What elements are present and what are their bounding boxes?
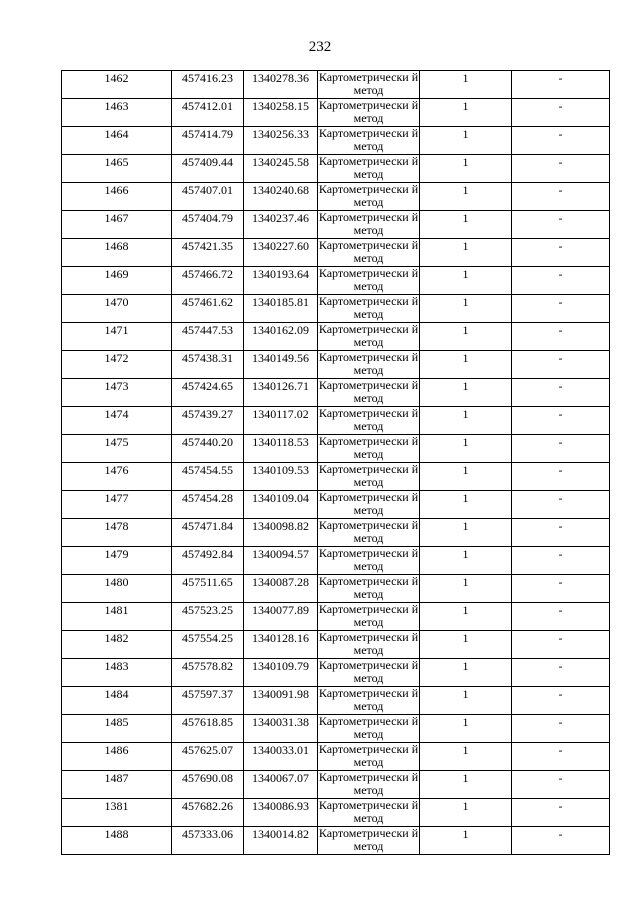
method-cell: Картометрически й метод	[318, 798, 419, 825]
y-coordinate-cell: 1340258.15	[244, 99, 318, 127]
x-coordinate-cell: 457471.84	[172, 519, 244, 547]
y-coordinate-cell: 1340117.02	[244, 407, 318, 435]
y-coordinate-cell: 1340109.04	[244, 491, 318, 519]
note-cell: -	[512, 519, 610, 547]
method-cell: Картометрически й метод	[318, 770, 419, 797]
point-id-cell: 1471	[62, 323, 172, 351]
accuracy-cell: 1	[420, 715, 512, 743]
table-row	[62, 575, 610, 603]
y-coordinate-cell: 1340077.89	[244, 603, 318, 631]
method-cell: Картометрически й метод	[318, 602, 419, 629]
method-cell: Картометрически й метод	[318, 266, 419, 293]
accuracy-cell: 1	[420, 659, 512, 687]
x-coordinate-cell: 457492.84	[172, 547, 244, 575]
x-coordinate-cell: 457414.79	[172, 127, 244, 155]
note-cell: -	[512, 295, 610, 323]
y-coordinate-cell: 1340256.33	[244, 127, 318, 155]
table-row	[62, 799, 610, 827]
point-id-cell: 1463	[62, 99, 172, 127]
y-coordinate-cell: 1340245.58	[244, 155, 318, 183]
y-coordinate-cell: 1340240.68	[244, 183, 318, 211]
table-row	[62, 435, 610, 463]
point-id-cell: 1464	[62, 127, 172, 155]
table-row	[62, 631, 610, 659]
method-cell: Картометрически й метод	[318, 126, 419, 153]
x-coordinate-cell: 457440.20	[172, 435, 244, 463]
table-row	[62, 239, 610, 267]
x-coordinate-cell: 457454.28	[172, 491, 244, 519]
table-row	[62, 379, 610, 407]
accuracy-cell: 1	[420, 771, 512, 799]
y-coordinate-cell: 1340149.56	[244, 351, 318, 379]
y-coordinate-cell: 1340118.53	[244, 435, 318, 463]
note-cell: -	[512, 435, 610, 463]
accuracy-cell: 1	[420, 799, 512, 827]
page-number: 232	[308, 39, 332, 55]
method-cell: Картометрически й метод	[318, 630, 419, 657]
note-cell: -	[512, 183, 610, 211]
y-coordinate-cell: 1340033.01	[244, 743, 318, 771]
method-cell: Картометрически й метод	[318, 238, 419, 265]
point-id-cell: 1485	[62, 715, 172, 743]
point-id-cell: 1481	[62, 603, 172, 631]
method-cell: Картометрически й метод	[318, 350, 419, 377]
y-coordinate-cell: 1340185.81	[244, 295, 318, 323]
y-coordinate-cell: 1340278.36	[244, 71, 318, 99]
note-cell: -	[512, 827, 610, 855]
table-row	[62, 295, 610, 323]
accuracy-cell: 1	[420, 127, 512, 155]
note-cell: -	[512, 407, 610, 435]
x-coordinate-cell: 457554.25	[172, 631, 244, 659]
accuracy-cell: 1	[420, 519, 512, 547]
point-id-cell: 1381	[62, 799, 172, 827]
x-coordinate-cell: 457404.79	[172, 211, 244, 239]
accuracy-cell: 1	[420, 547, 512, 575]
y-coordinate-cell: 1340067.07	[244, 771, 318, 799]
method-cell: Картометрически й метод	[318, 518, 419, 545]
x-coordinate-cell: 457439.27	[172, 407, 244, 435]
table-row	[62, 463, 610, 491]
table-row	[62, 127, 610, 155]
method-cell: Картометрически й метод	[318, 70, 419, 97]
point-id-cell: 1479	[62, 547, 172, 575]
x-coordinate-cell: 457597.37	[172, 687, 244, 715]
accuracy-cell: 1	[420, 323, 512, 351]
note-cell: -	[512, 491, 610, 519]
note-cell: -	[512, 211, 610, 239]
accuracy-cell: 1	[420, 239, 512, 267]
accuracy-cell: 1	[420, 407, 512, 435]
method-cell: Картометрически й метод	[318, 434, 419, 461]
method-cell: Картометрически й метод	[318, 322, 419, 349]
note-cell: -	[512, 463, 610, 491]
accuracy-cell: 1	[420, 491, 512, 519]
note-cell: -	[512, 771, 610, 799]
x-coordinate-cell: 457421.35	[172, 239, 244, 267]
note-cell: -	[512, 267, 610, 295]
method-cell: Картометрически й метод	[318, 294, 419, 321]
table-row	[62, 351, 610, 379]
x-coordinate-cell: 457447.53	[172, 323, 244, 351]
note-cell: -	[512, 379, 610, 407]
accuracy-cell: 1	[420, 295, 512, 323]
x-coordinate-cell: 457461.62	[172, 295, 244, 323]
table-row	[62, 687, 610, 715]
x-coordinate-cell: 457416.23	[172, 71, 244, 99]
table-row	[62, 603, 610, 631]
x-coordinate-cell: 457454.55	[172, 463, 244, 491]
method-cell: Картометрически й метод	[318, 406, 419, 433]
note-cell: -	[512, 127, 610, 155]
y-coordinate-cell: 1340128.16	[244, 631, 318, 659]
table-row	[62, 323, 610, 351]
y-coordinate-cell: 1340237.46	[244, 211, 318, 239]
y-coordinate-cell: 1340193.64	[244, 267, 318, 295]
y-coordinate-cell: 1340014.82	[244, 827, 318, 855]
point-id-cell: 1469	[62, 267, 172, 295]
note-cell: -	[512, 799, 610, 827]
accuracy-cell: 1	[420, 99, 512, 127]
y-coordinate-cell: 1340109.79	[244, 659, 318, 687]
note-cell: -	[512, 155, 610, 183]
method-cell: Картометрически й метод	[318, 658, 419, 685]
point-id-cell: 1466	[62, 183, 172, 211]
table-row	[62, 827, 610, 855]
accuracy-cell: 1	[420, 575, 512, 603]
x-coordinate-cell: 457466.72	[172, 267, 244, 295]
method-cell: Картометрически й метод	[318, 182, 419, 209]
method-cell: Картометрически й метод	[318, 210, 419, 237]
accuracy-cell: 1	[420, 71, 512, 99]
table-row	[62, 743, 610, 771]
accuracy-cell: 1	[420, 743, 512, 771]
note-cell: -	[512, 239, 610, 267]
point-id-cell: 1486	[62, 743, 172, 771]
method-cell: Картометрически й метод	[318, 154, 419, 181]
method-cell: Картометрически й метод	[318, 546, 419, 573]
accuracy-cell: 1	[420, 211, 512, 239]
table-row	[62, 155, 610, 183]
table-row	[62, 211, 610, 239]
table-row	[62, 183, 610, 211]
method-cell: Картометрически й метод	[318, 826, 419, 853]
note-cell: -	[512, 575, 610, 603]
x-coordinate-cell: 457690.08	[172, 771, 244, 799]
point-id-cell: 1476	[62, 463, 172, 491]
note-cell: -	[512, 603, 610, 631]
point-id-cell: 1480	[62, 575, 172, 603]
point-id-cell: 1465	[62, 155, 172, 183]
point-id-cell: 1467	[62, 211, 172, 239]
table-row	[62, 715, 610, 743]
x-coordinate-cell: 457682.26	[172, 799, 244, 827]
x-coordinate-cell: 457438.31	[172, 351, 244, 379]
y-coordinate-cell: 1340094.57	[244, 547, 318, 575]
y-coordinate-cell: 1340086.93	[244, 799, 318, 827]
table-row	[62, 771, 610, 799]
y-coordinate-cell: 1340098.82	[244, 519, 318, 547]
y-coordinate-cell: 1340109.53	[244, 463, 318, 491]
x-coordinate-cell: 457333.06	[172, 827, 244, 855]
table-row	[62, 71, 610, 99]
method-cell: Картометрически й метод	[318, 574, 419, 601]
method-cell: Картометрически й метод	[318, 742, 419, 769]
point-id-cell: 1475	[62, 435, 172, 463]
y-coordinate-cell: 1340031.38	[244, 715, 318, 743]
point-id-cell: 1473	[62, 379, 172, 407]
y-coordinate-cell: 1340126.71	[244, 379, 318, 407]
x-coordinate-cell: 457412.01	[172, 99, 244, 127]
accuracy-cell: 1	[420, 827, 512, 855]
table-row	[62, 519, 610, 547]
accuracy-cell: 1	[420, 351, 512, 379]
method-cell: Картометрически й метод	[318, 714, 419, 741]
note-cell: -	[512, 687, 610, 715]
table-row	[62, 659, 610, 687]
point-id-cell: 1484	[62, 687, 172, 715]
x-coordinate-cell: 457424.65	[172, 379, 244, 407]
method-cell: Картометрически й метод	[318, 462, 419, 489]
note-cell: -	[512, 547, 610, 575]
method-cell: Картометрически й метод	[318, 98, 419, 125]
table-body	[62, 71, 610, 855]
table-row	[62, 99, 610, 127]
point-id-cell: 1487	[62, 771, 172, 799]
accuracy-cell: 1	[420, 463, 512, 491]
table-row	[62, 547, 610, 575]
point-id-cell: 1470	[62, 295, 172, 323]
note-cell: -	[512, 99, 610, 127]
point-id-cell: 1478	[62, 519, 172, 547]
point-id-cell: 1482	[62, 631, 172, 659]
table-row	[62, 407, 610, 435]
table-row	[62, 267, 610, 295]
accuracy-cell: 1	[420, 379, 512, 407]
note-cell: -	[512, 631, 610, 659]
note-cell: -	[512, 323, 610, 351]
y-coordinate-cell: 1340091.98	[244, 687, 318, 715]
point-id-cell: 1488	[62, 827, 172, 855]
x-coordinate-cell: 457511.65	[172, 575, 244, 603]
accuracy-cell: 1	[420, 603, 512, 631]
note-cell: -	[512, 715, 610, 743]
point-id-cell: 1477	[62, 491, 172, 519]
x-coordinate-cell: 457625.07	[172, 743, 244, 771]
x-coordinate-cell: 457618.85	[172, 715, 244, 743]
accuracy-cell: 1	[420, 155, 512, 183]
x-coordinate-cell: 457578.82	[172, 659, 244, 687]
coordinates-table	[61, 70, 610, 855]
method-cell: Картометрически й метод	[318, 490, 419, 517]
point-id-cell: 1462	[62, 71, 172, 99]
method-cell: Картометрически й метод	[318, 378, 419, 405]
accuracy-cell: 1	[420, 183, 512, 211]
method-cell: Картометрически й метод	[318, 686, 419, 713]
x-coordinate-cell: 457407.01	[172, 183, 244, 211]
point-id-cell: 1474	[62, 407, 172, 435]
note-cell: -	[512, 659, 610, 687]
note-cell: -	[512, 71, 610, 99]
x-coordinate-cell: 457523.25	[172, 603, 244, 631]
note-cell: -	[512, 743, 610, 771]
point-id-cell: 1483	[62, 659, 172, 687]
accuracy-cell: 1	[420, 687, 512, 715]
note-cell: -	[512, 351, 610, 379]
y-coordinate-cell: 1340162.09	[244, 323, 318, 351]
x-coordinate-cell: 457409.44	[172, 155, 244, 183]
y-coordinate-cell: 1340087.28	[244, 575, 318, 603]
y-coordinate-cell: 1340227.60	[244, 239, 318, 267]
point-id-cell: 1468	[62, 239, 172, 267]
table-row	[62, 491, 610, 519]
accuracy-cell: 1	[420, 631, 512, 659]
point-id-cell: 1472	[62, 351, 172, 379]
accuracy-cell: 1	[420, 435, 512, 463]
accuracy-cell: 1	[420, 267, 512, 295]
